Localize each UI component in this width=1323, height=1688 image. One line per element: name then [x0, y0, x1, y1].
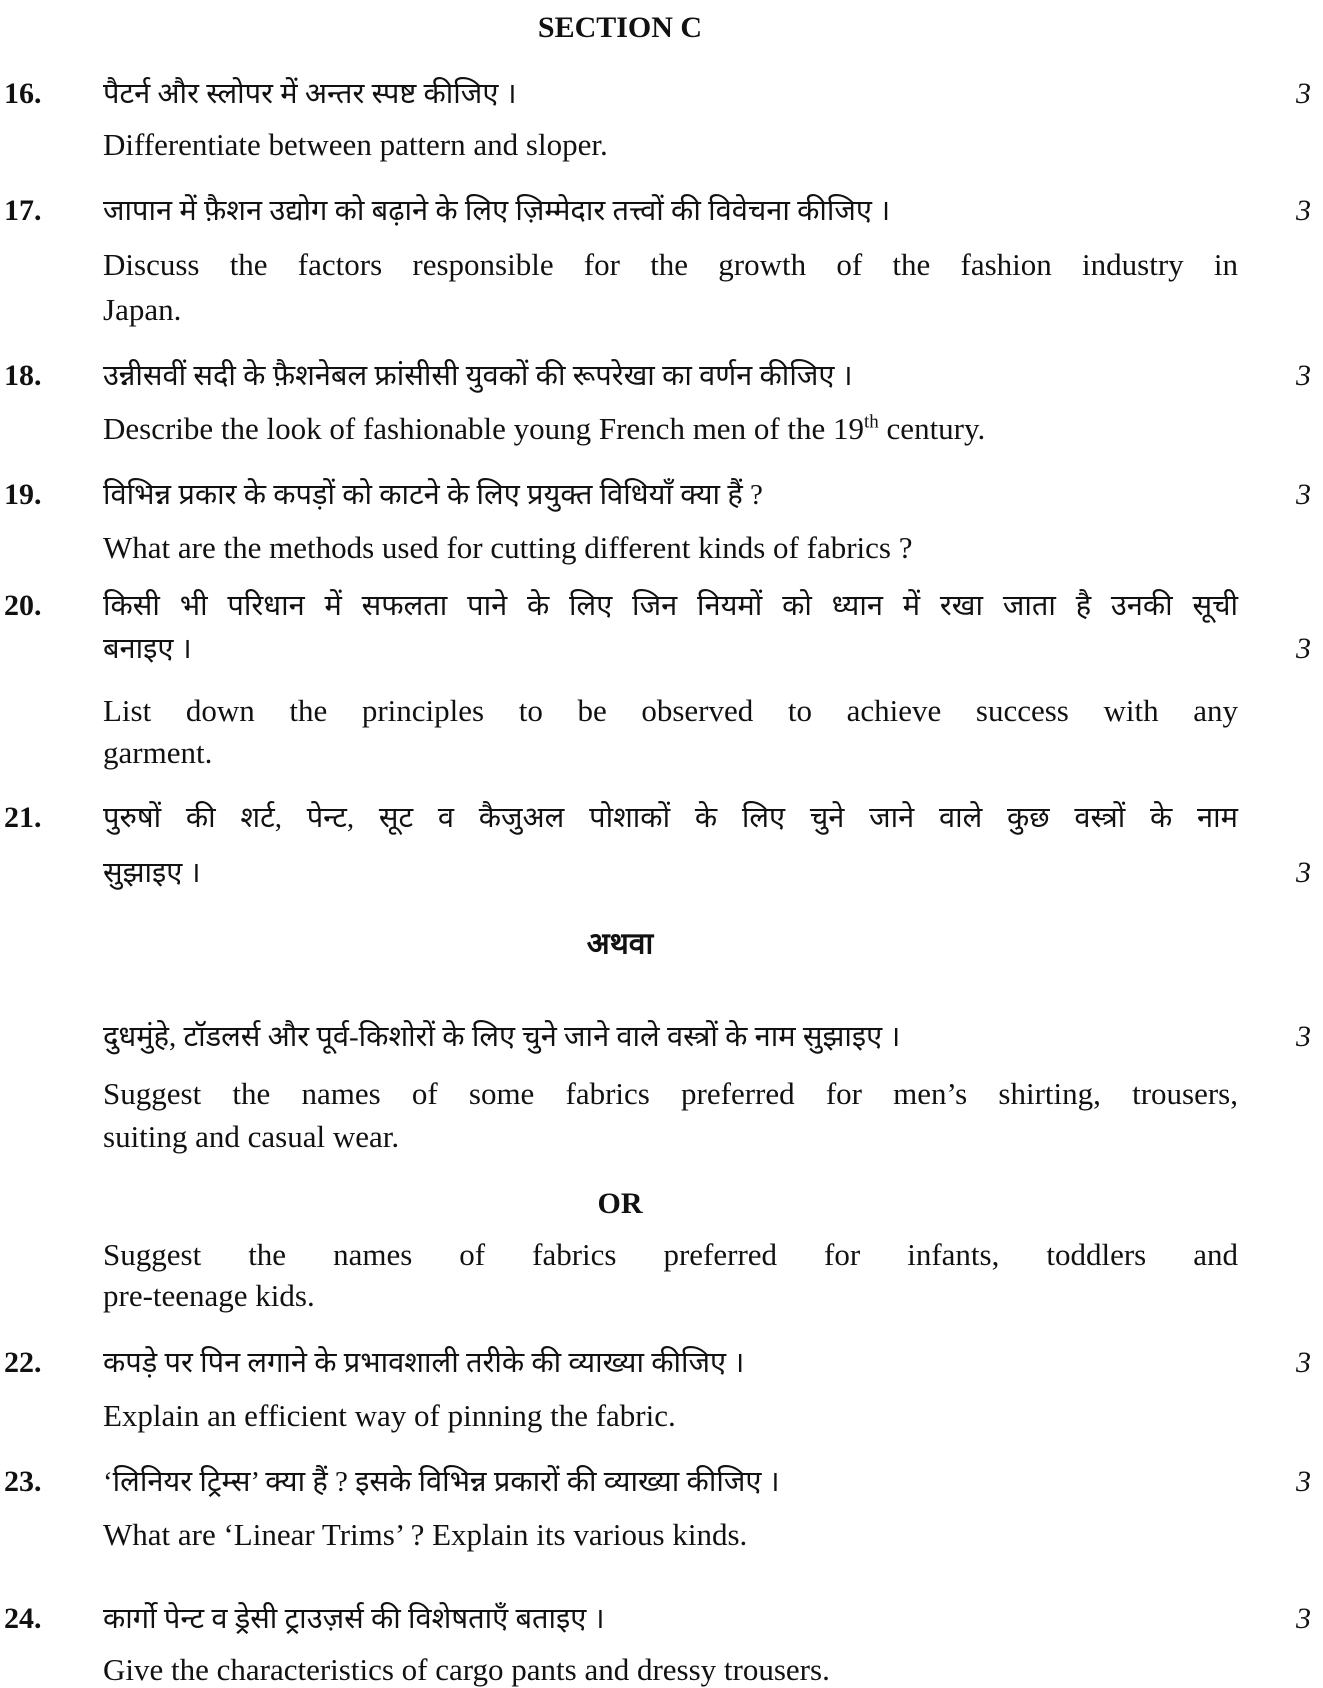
question-number: 24. — [4, 1602, 42, 1635]
question-text-english: Give the characteristics of cargo pants and dressy trousers. — [103, 1652, 830, 1687]
question-text-hindi: ‘लिनियर ट्रिम्स’ क्या हैं ? इसके विभिन्न प्रकारों की व्याख्या कीजिए । — [103, 1466, 780, 1498]
question-number: 22. — [4, 1346, 42, 1379]
question-text-english: Suggest the names of some fabrics preferred for men’s shirting, trousers, — [103, 1076, 1238, 1111]
question-text-english: Explain an efficient way of pinning the fabric. — [103, 1398, 676, 1433]
question-text-hindi: किसी भी परिधान में सफलता पाने के लिए जिन नियमों को ध्यान में रखा जाता है उनकी सूची — [103, 590, 1238, 622]
question-text-hindi: कार्गो पेन्ट व ड्रेसी ट्राउज़र्स की विशेषताएँ बताइए । — [103, 1603, 605, 1635]
question-text-hindi: पुरुषों की शर्ट, पेन्ट, सूट व कैजुअल पोशाकों के लिए चुने जाने वाले कुछ वस्त्रों के नाम — [103, 802, 1238, 834]
question-text-english: List down the principles to be observed to achieve success with any — [103, 693, 1238, 728]
marks: 3 — [1296, 632, 1311, 665]
marks: 3 — [1296, 359, 1311, 392]
question-text-hindi: कपड़े पर पिन लगाने के प्रभावशाली तरीके की व्याख्या कीजिए । — [103, 1347, 745, 1379]
marks: 3 — [1296, 1602, 1311, 1635]
question-text-hindi: बनाइए । — [103, 633, 192, 665]
marks: 3 — [1296, 1465, 1311, 1498]
question-text-english: suiting and casual wear. — [103, 1119, 400, 1154]
question-number: 23. — [4, 1465, 42, 1498]
question-number: 17. — [4, 194, 42, 227]
marks: 3 — [1296, 1020, 1311, 1053]
or-label-hindi: अथवा — [586, 927, 654, 961]
question-text-hindi: विभिन्न प्रकार के कपड़ों को काटने के लिए प्रयुक्त विधियाँ क्या हैं ? — [103, 479, 763, 511]
question-text-hindi: उन्नीसवीं सदी के फ़ैशनेबल फ्रांसीसी युवकों की रूपरेखा का वर्णन कीजिए । — [103, 360, 853, 392]
marks: 3 — [1296, 194, 1311, 227]
section-title: SECTION C — [537, 11, 703, 44]
or-label: OR — [597, 1187, 643, 1220]
question-text-english: What are the methods used for cutting different kinds of fabrics ? — [103, 530, 913, 565]
question-text-english: Differentiate between pattern and sloper. — [103, 127, 608, 162]
question-number: 21. — [4, 801, 42, 834]
alternative-question-english: pre-teenage kids. — [103, 1278, 315, 1313]
alternative-question-english: Suggest the names of fabrics preferred for infants, toddlers and — [103, 1237, 1238, 1272]
marks: 3 — [1296, 1346, 1311, 1379]
marks: 3 — [1296, 856, 1311, 889]
text: Describe the look of fashionable young French men of the 19 — [103, 411, 865, 446]
question-text-english: Japan. — [103, 292, 182, 327]
alternative-question-hindi: दुधमुंहे, टॉडलर्स और पूर्व-किशोरों के लिए चुने जाने वाले वस्त्रों के नाम सुझाइए । — [103, 1021, 901, 1053]
superscript: th — [864, 411, 879, 433]
question-number: 19. — [4, 478, 42, 511]
text: century. — [878, 411, 986, 446]
question-text-english: garment. — [103, 735, 213, 770]
question-text-english: Discuss the factors responsible for the growth of the fashion industry in — [103, 247, 1238, 282]
question-text-hindi: सुझाइए । — [103, 857, 201, 889]
question-text-english: What are ‘Linear Trims’ ? Explain its various kinds. — [103, 1517, 748, 1552]
question-text-hindi: पैटर्न और स्लोपर में अन्तर स्पष्ट कीजिए । — [103, 78, 517, 110]
question-text-english — [103, 411, 1238, 447]
marks: 3 — [1296, 77, 1311, 110]
question-number: 18. — [4, 359, 42, 392]
marks: 3 — [1296, 478, 1311, 511]
question-number: 20. — [4, 589, 42, 622]
question-text-hindi: जापान में फ़ैशन उद्योग को बढ़ाने के लिए ज़िम्मेदार तत्त्वों की विवेचना कीजिए । — [103, 195, 891, 227]
question-number: 16. — [4, 77, 42, 110]
